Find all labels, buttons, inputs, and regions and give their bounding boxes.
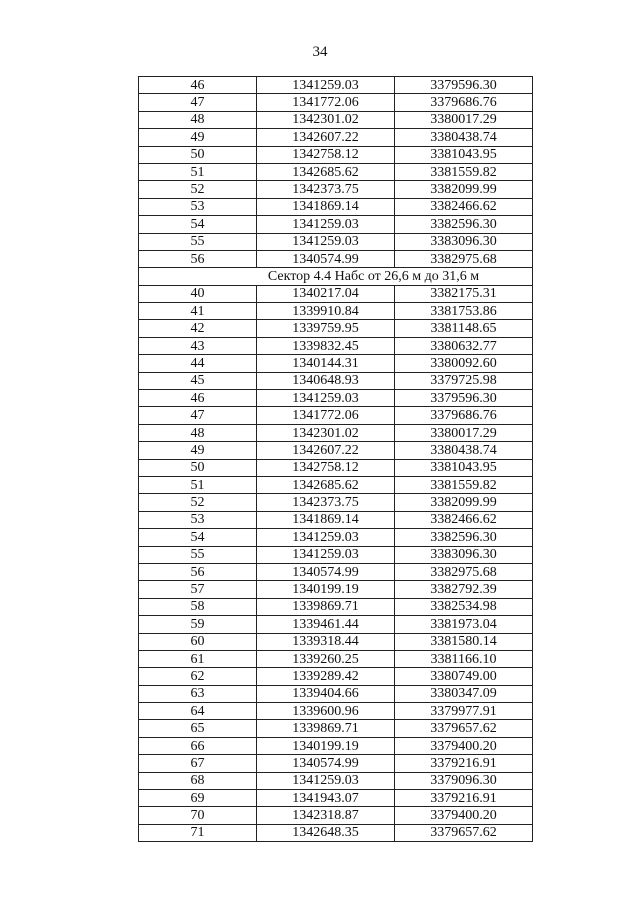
point-number-cell: 43 <box>139 337 257 354</box>
point-number-cell: 53 <box>139 198 257 215</box>
y-coordinate-cell: 3381166.10 <box>395 650 533 667</box>
table-row <box>139 285 533 302</box>
table-row <box>139 233 533 250</box>
x-coordinate-cell: 1341869.14 <box>257 511 395 528</box>
x-coordinate-cell: 1339318.44 <box>257 633 395 650</box>
x-coordinate-cell: 1342607.22 <box>257 442 395 459</box>
y-coordinate-cell: 3380347.09 <box>395 685 533 702</box>
y-coordinate-cell: 3382534.98 <box>395 598 533 615</box>
table-row <box>139 476 533 493</box>
y-coordinate-cell: 3382466.62 <box>395 198 533 215</box>
y-coordinate-cell: 3379657.62 <box>395 720 533 737</box>
y-coordinate-cell: 3379977.91 <box>395 703 533 720</box>
table-row <box>139 511 533 528</box>
y-coordinate-cell: 3382975.68 <box>395 563 533 580</box>
x-coordinate-cell: 1339869.71 <box>257 598 395 615</box>
y-coordinate-cell: 3382596.30 <box>395 529 533 546</box>
table-row <box>139 598 533 615</box>
table-row <box>139 703 533 720</box>
x-coordinate-cell: 1342648.35 <box>257 824 395 841</box>
y-coordinate-cell: 3381973.04 <box>395 616 533 633</box>
table-row <box>139 546 533 563</box>
y-coordinate-cell: 3382466.62 <box>395 511 533 528</box>
table-row <box>139 442 533 459</box>
y-coordinate-cell: 3379725.98 <box>395 372 533 389</box>
y-coordinate-cell: 3381043.95 <box>395 146 533 163</box>
y-coordinate-cell: 3379400.20 <box>395 737 533 754</box>
point-number-cell: 54 <box>139 216 257 233</box>
y-coordinate-cell: 3382975.68 <box>395 250 533 267</box>
table-row <box>139 407 533 424</box>
table-row <box>139 807 533 824</box>
point-number-cell: 47 <box>139 407 257 424</box>
y-coordinate-cell: 3381559.82 <box>395 163 533 180</box>
y-coordinate-cell: 3382596.30 <box>395 216 533 233</box>
y-coordinate-cell: 3379596.30 <box>395 77 533 94</box>
x-coordinate-cell: 1342301.02 <box>257 111 395 128</box>
y-coordinate-cell: 3379686.76 <box>395 407 533 424</box>
table-row <box>139 320 533 337</box>
y-coordinate-cell: 3381559.82 <box>395 476 533 493</box>
point-number-cell: 49 <box>139 442 257 459</box>
x-coordinate-cell: 1339910.84 <box>257 303 395 320</box>
table-row <box>139 216 533 233</box>
x-coordinate-cell: 1340199.19 <box>257 737 395 754</box>
table-row <box>139 390 533 407</box>
x-coordinate-cell: 1341259.03 <box>257 233 395 250</box>
y-coordinate-cell: 3381043.95 <box>395 459 533 476</box>
x-coordinate-cell: 1340199.19 <box>257 581 395 598</box>
point-number-cell: 55 <box>139 233 257 250</box>
table-row <box>139 198 533 215</box>
point-number-cell: 59 <box>139 616 257 633</box>
y-coordinate-cell: 3381148.65 <box>395 320 533 337</box>
y-coordinate-cell: 3379400.20 <box>395 807 533 824</box>
x-coordinate-cell: 1342318.87 <box>257 807 395 824</box>
table-row <box>139 668 533 685</box>
point-number-cell: 51 <box>139 163 257 180</box>
y-coordinate-cell: 3380438.74 <box>395 129 533 146</box>
x-coordinate-cell: 1341259.03 <box>257 390 395 407</box>
table-row <box>139 633 533 650</box>
table-row <box>139 529 533 546</box>
table-row <box>139 737 533 754</box>
point-number-cell: 62 <box>139 668 257 685</box>
point-number-cell: 53 <box>139 511 257 528</box>
y-coordinate-cell: 3380017.29 <box>395 424 533 441</box>
point-number-cell: 66 <box>139 737 257 754</box>
point-number-cell: 40 <box>139 285 257 302</box>
x-coordinate-cell: 1341943.07 <box>257 790 395 807</box>
point-number-cell: 55 <box>139 546 257 563</box>
table-row <box>139 720 533 737</box>
y-coordinate-cell: 3382099.99 <box>395 181 533 198</box>
x-coordinate-cell: 1341772.06 <box>257 407 395 424</box>
table-row <box>139 94 533 111</box>
x-coordinate-cell: 1339600.96 <box>257 703 395 720</box>
table-row <box>139 163 533 180</box>
table-row <box>139 494 533 511</box>
x-coordinate-cell: 1341259.03 <box>257 77 395 94</box>
point-number-cell: 46 <box>139 390 257 407</box>
point-number-cell: 52 <box>139 494 257 511</box>
table-row <box>139 755 533 772</box>
page-number: 34 <box>312 44 328 60</box>
point-number-cell: 48 <box>139 424 257 441</box>
point-number-cell: 44 <box>139 355 257 372</box>
x-coordinate-cell: 1340574.99 <box>257 250 395 267</box>
x-coordinate-cell: 1339832.45 <box>257 337 395 354</box>
point-number-cell: 68 <box>139 772 257 789</box>
x-coordinate-cell: 1341772.06 <box>257 94 395 111</box>
point-number-cell: 49 <box>139 129 257 146</box>
y-coordinate-cell: 3382792.39 <box>395 581 533 598</box>
x-coordinate-cell: 1341869.14 <box>257 198 395 215</box>
point-number-cell: 71 <box>139 824 257 841</box>
table-row <box>139 824 533 841</box>
table-row <box>139 372 533 389</box>
point-number-cell: 60 <box>139 633 257 650</box>
x-coordinate-cell: 1342373.75 <box>257 494 395 511</box>
point-number-cell: 54 <box>139 529 257 546</box>
x-coordinate-cell: 1342373.75 <box>257 181 395 198</box>
x-coordinate-cell: 1342301.02 <box>257 424 395 441</box>
table-row <box>139 581 533 598</box>
y-coordinate-cell: 3380438.74 <box>395 442 533 459</box>
y-coordinate-cell: 3381753.86 <box>395 303 533 320</box>
x-coordinate-cell: 1339289.42 <box>257 668 395 685</box>
point-number-cell: 45 <box>139 372 257 389</box>
table-row <box>139 181 533 198</box>
point-number-cell: 46 <box>139 77 257 94</box>
point-number-cell: 52 <box>139 181 257 198</box>
x-coordinate-cell: 1342607.22 <box>257 129 395 146</box>
table-row <box>139 111 533 128</box>
x-coordinate-cell: 1340648.93 <box>257 372 395 389</box>
x-coordinate-cell: 1340217.04 <box>257 285 395 302</box>
table-row <box>139 563 533 580</box>
point-number-cell: 56 <box>139 250 257 267</box>
x-coordinate-cell: 1342685.62 <box>257 163 395 180</box>
x-coordinate-cell: 1339260.25 <box>257 650 395 667</box>
x-coordinate-cell: 1341259.03 <box>257 529 395 546</box>
x-coordinate-cell: 1339759.95 <box>257 320 395 337</box>
y-coordinate-cell: 3379216.91 <box>395 755 533 772</box>
x-coordinate-cell: 1339404.66 <box>257 685 395 702</box>
x-coordinate-cell: 1340144.31 <box>257 355 395 372</box>
y-coordinate-cell: 3379686.76 <box>395 94 533 111</box>
x-coordinate-cell: 1341259.03 <box>257 546 395 563</box>
point-number-cell: 69 <box>139 790 257 807</box>
y-coordinate-cell: 3382099.99 <box>395 494 533 511</box>
table-row <box>139 129 533 146</box>
table-row <box>139 685 533 702</box>
y-coordinate-cell: 3383096.30 <box>395 233 533 250</box>
table-row <box>139 650 533 667</box>
y-coordinate-cell: 3379657.62 <box>395 824 533 841</box>
point-number-cell: 64 <box>139 703 257 720</box>
point-number-cell: 42 <box>139 320 257 337</box>
x-coordinate-cell: 1339869.71 <box>257 720 395 737</box>
point-number-cell: 47 <box>139 94 257 111</box>
table-row <box>139 77 533 94</box>
y-coordinate-cell: 3379096.30 <box>395 772 533 789</box>
x-coordinate-cell: 1342758.12 <box>257 146 395 163</box>
point-number-cell: 57 <box>139 581 257 598</box>
point-number-cell: 51 <box>139 476 257 493</box>
point-number-cell: 41 <box>139 303 257 320</box>
y-coordinate-cell: 3382175.31 <box>395 285 533 302</box>
x-coordinate-cell: 1340574.99 <box>257 755 395 772</box>
point-number-cell: 58 <box>139 598 257 615</box>
coordinates-table <box>138 76 533 842</box>
y-coordinate-cell: 3383096.30 <box>395 546 533 563</box>
sector-heading-row <box>139 268 533 285</box>
point-number-cell: 63 <box>139 685 257 702</box>
point-number-cell: 50 <box>139 459 257 476</box>
x-coordinate-cell: 1341259.03 <box>257 772 395 789</box>
point-number-cell: 48 <box>139 111 257 128</box>
y-coordinate-cell: 3380017.29 <box>395 111 533 128</box>
x-coordinate-cell: 1342758.12 <box>257 459 395 476</box>
y-coordinate-cell: 3379596.30 <box>395 390 533 407</box>
sector-heading: Сектор 4.4 Набс от 26,6 м до 31,6 м <box>139 268 533 285</box>
point-number-cell: 65 <box>139 720 257 737</box>
point-number-cell: 67 <box>139 755 257 772</box>
x-coordinate-cell: 1342685.62 <box>257 476 395 493</box>
x-coordinate-cell: 1339461.44 <box>257 616 395 633</box>
point-number-cell: 70 <box>139 807 257 824</box>
table-row <box>139 790 533 807</box>
y-coordinate-cell: 3380092.60 <box>395 355 533 372</box>
x-coordinate-cell: 1340574.99 <box>257 563 395 580</box>
y-coordinate-cell: 3381580.14 <box>395 633 533 650</box>
table-row <box>139 459 533 476</box>
point-number-cell: 56 <box>139 563 257 580</box>
table-row <box>139 337 533 354</box>
table-row <box>139 616 533 633</box>
point-number-cell: 61 <box>139 650 257 667</box>
y-coordinate-cell: 3380632.77 <box>395 337 533 354</box>
point-number-cell: 50 <box>139 146 257 163</box>
table-row <box>139 355 533 372</box>
table-row <box>139 250 533 267</box>
table-row <box>139 424 533 441</box>
y-coordinate-cell: 3380749.00 <box>395 668 533 685</box>
coordinates-table-body <box>139 77 533 842</box>
table-row <box>139 146 533 163</box>
x-coordinate-cell: 1341259.03 <box>257 216 395 233</box>
table-row <box>139 772 533 789</box>
y-coordinate-cell: 3379216.91 <box>395 790 533 807</box>
table-row <box>139 303 533 320</box>
